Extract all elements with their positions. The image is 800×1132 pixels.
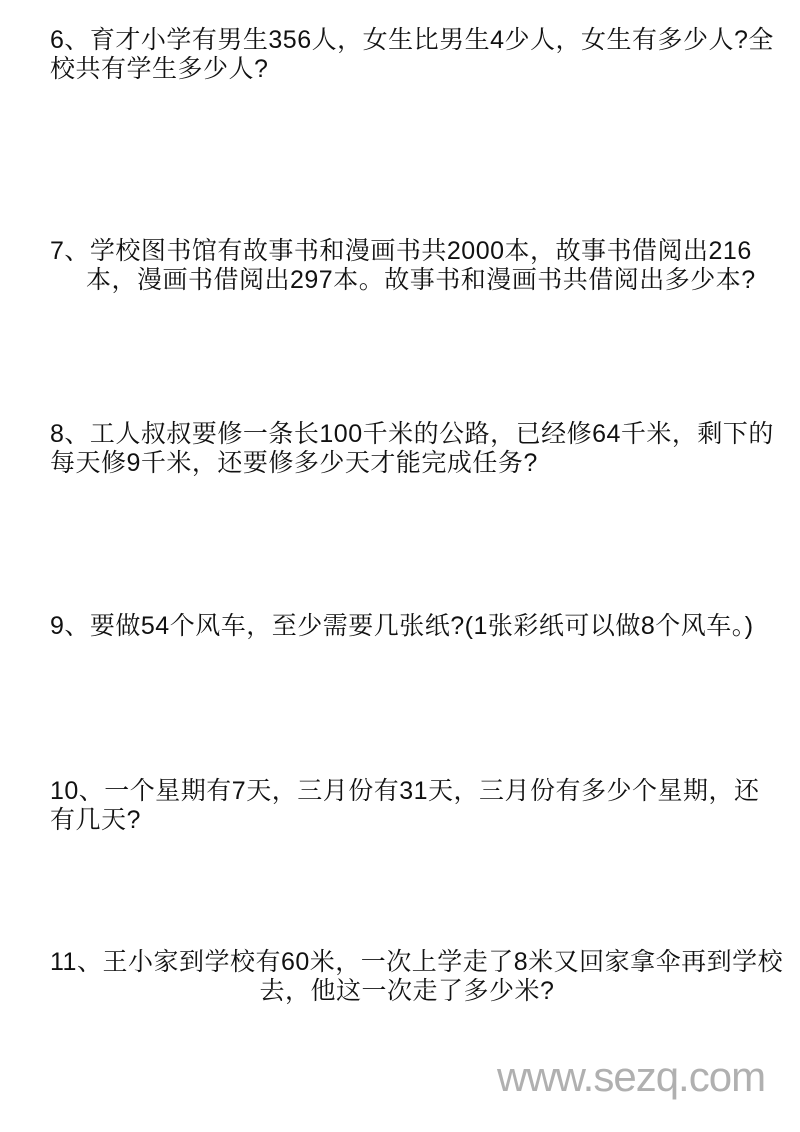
problem-6	[50, 26, 774, 84]
problem-11	[50, 948, 784, 1006]
watermark: www.sezq.com	[497, 1053, 766, 1100]
problem-8-line-2: 每天修9千米，还要修多少天才能完成任务?	[50, 449, 538, 477]
problem-9-line-1: 9、要做54个风车，至少需要几张纸?(1张彩纸可以做8个风车。)	[50, 612, 754, 640]
problem-10-line-1: 10、一个星期有7天，三月份有31天，三月份有多少个星期，还	[50, 777, 760, 805]
problem-7-line-2: 本，漫画书借阅出297本。故事书和漫画书共借阅出多少本?	[86, 266, 756, 294]
problem-6-line-1: 6、育才小学有男生356人，女生比男生4少人，女生有多少人?全	[50, 26, 774, 54]
problem-11-line-1: 11、王小家到学校有60米，一次上学走了8米又回家拿伞再到学校	[50, 948, 784, 976]
problem-8	[50, 420, 774, 478]
problem-9	[50, 612, 764, 641]
problem-8-line-1: 8、工人叔叔要修一条长100千米的公路，已经修64千米，剩下的	[50, 420, 774, 448]
problem-10-line-2: 有几天?	[50, 806, 141, 834]
problem-7-line-1: 7、学校图书馆有故事书和漫画书共2000本，故事书借阅出216	[50, 237, 752, 265]
problem-11-line-2: 去，他这一次走了多少米?	[259, 977, 555, 1005]
problem-6-line-2: 校共有学生多少人?	[50, 55, 269, 83]
problem-7	[50, 237, 764, 295]
problem-10	[50, 777, 764, 835]
